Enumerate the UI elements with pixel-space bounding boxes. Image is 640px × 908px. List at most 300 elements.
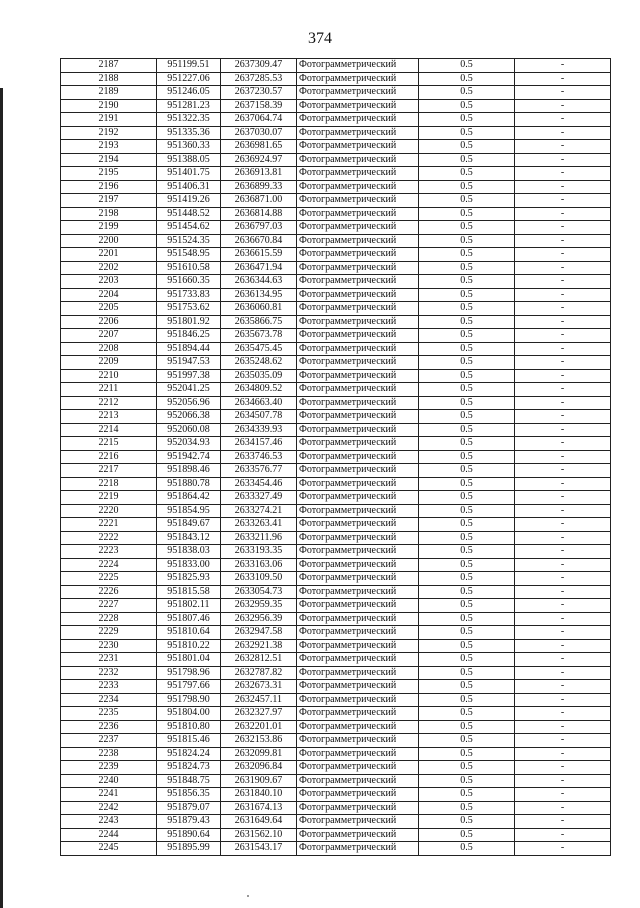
x-coordinate-cell: 951879.07 — [157, 801, 221, 815]
x-coordinate-cell: 951360.33 — [157, 140, 221, 154]
note-cell: - — [515, 342, 611, 356]
point-number-cell: 2228 — [61, 612, 157, 626]
table-row — [61, 234, 611, 248]
method-cell: Фотограмметрический — [297, 477, 419, 491]
method-cell: Фотограмметрический — [297, 275, 419, 289]
method-cell: Фотограмметрический — [297, 126, 419, 140]
method-cell: Фотограмметрический — [297, 801, 419, 815]
point-number-cell: 2238 — [61, 747, 157, 761]
x-coordinate-cell: 951810.80 — [157, 720, 221, 734]
method-cell: Фотограмметрический — [297, 261, 419, 275]
y-coordinate-cell: 2632327.97 — [221, 707, 297, 721]
y-coordinate-cell: 2631562.10 — [221, 828, 297, 842]
note-cell: - — [515, 572, 611, 586]
method-cell: Фотограмметрический — [297, 59, 419, 73]
x-coordinate-cell: 951894.44 — [157, 342, 221, 356]
point-number-cell: 2206 — [61, 315, 157, 329]
x-coordinate-cell: 951815.46 — [157, 734, 221, 748]
table-row — [61, 302, 611, 316]
accuracy-cell: 0.5 — [419, 585, 515, 599]
note-cell: - — [515, 126, 611, 140]
x-coordinate-cell: 951406.31 — [157, 180, 221, 194]
table-row — [61, 450, 611, 464]
table-row — [61, 437, 611, 451]
point-number-cell: 2232 — [61, 666, 157, 680]
note-cell: - — [515, 437, 611, 451]
note-cell: - — [515, 477, 611, 491]
point-number-cell: 2233 — [61, 680, 157, 694]
table-row — [61, 491, 611, 505]
method-cell: Фотограмметрический — [297, 302, 419, 316]
table-row — [61, 86, 611, 100]
y-coordinate-cell: 2631543.17 — [221, 842, 297, 856]
note-cell: - — [515, 801, 611, 815]
point-number-cell: 2226 — [61, 585, 157, 599]
note-cell: - — [515, 234, 611, 248]
method-cell: Фотограмметрический — [297, 342, 419, 356]
accuracy-cell: 0.5 — [419, 140, 515, 154]
accuracy-cell: 0.5 — [419, 113, 515, 127]
point-number-cell: 2235 — [61, 707, 157, 721]
y-coordinate-cell: 2635035.09 — [221, 369, 297, 383]
table-row — [61, 261, 611, 275]
x-coordinate-cell: 951660.35 — [157, 275, 221, 289]
x-coordinate-cell: 951890.64 — [157, 828, 221, 842]
table-row — [61, 774, 611, 788]
point-number-cell: 2192 — [61, 126, 157, 140]
point-number-cell: 2222 — [61, 531, 157, 545]
x-coordinate-cell: 951281.23 — [157, 99, 221, 113]
method-cell: Фотограмметрический — [297, 383, 419, 397]
y-coordinate-cell: 2632787.82 — [221, 666, 297, 680]
y-coordinate-cell: 2636981.65 — [221, 140, 297, 154]
accuracy-cell: 0.5 — [419, 815, 515, 829]
x-coordinate-cell: 951854.95 — [157, 504, 221, 518]
note-cell: - — [515, 194, 611, 208]
y-coordinate-cell: 2633109.50 — [221, 572, 297, 586]
x-coordinate-cell: 951810.64 — [157, 626, 221, 640]
table-row — [61, 720, 611, 734]
x-coordinate-cell: 951898.46 — [157, 464, 221, 478]
table-row — [61, 639, 611, 653]
note-cell: - — [515, 747, 611, 761]
table-row — [61, 248, 611, 262]
page-number: 374 — [308, 30, 332, 47]
method-cell: Фотограмметрический — [297, 828, 419, 842]
note-cell: - — [515, 693, 611, 707]
note-cell: - — [515, 315, 611, 329]
y-coordinate-cell: 2636899.33 — [221, 180, 297, 194]
accuracy-cell: 0.5 — [419, 383, 515, 397]
x-coordinate-cell: 952056.96 — [157, 396, 221, 410]
note-cell: - — [515, 842, 611, 856]
method-cell: Фотограмметрический — [297, 707, 419, 721]
table-row — [61, 693, 611, 707]
x-coordinate-cell: 951848.75 — [157, 774, 221, 788]
x-coordinate-cell: 951807.46 — [157, 612, 221, 626]
x-coordinate-cell: 951548.95 — [157, 248, 221, 262]
table-row — [61, 329, 611, 343]
x-coordinate-cell: 951227.06 — [157, 72, 221, 86]
table-row — [61, 545, 611, 559]
y-coordinate-cell: 2635475.45 — [221, 342, 297, 356]
y-coordinate-cell: 2633576.77 — [221, 464, 297, 478]
table-row — [61, 194, 611, 208]
point-number-cell: 2187 — [61, 59, 157, 73]
note-cell: - — [515, 356, 611, 370]
table-row — [61, 666, 611, 680]
point-number-cell: 2237 — [61, 734, 157, 748]
accuracy-cell: 0.5 — [419, 126, 515, 140]
point-number-cell: 2190 — [61, 99, 157, 113]
coordinates-table — [60, 58, 611, 856]
method-cell: Фотограмметрический — [297, 626, 419, 640]
method-cell: Фотограмметрический — [297, 99, 419, 113]
x-coordinate-cell: 951880.78 — [157, 477, 221, 491]
x-coordinate-cell: 951846.25 — [157, 329, 221, 343]
note-cell: - — [515, 329, 611, 343]
note-cell: - — [515, 153, 611, 167]
note-cell: - — [515, 815, 611, 829]
table-row — [61, 410, 611, 424]
table-row — [61, 612, 611, 626]
note-cell: - — [515, 680, 611, 694]
method-cell: Фотограмметрический — [297, 153, 419, 167]
point-number-cell: 2213 — [61, 410, 157, 424]
note-cell: - — [515, 59, 611, 73]
table-row — [61, 423, 611, 437]
y-coordinate-cell: 2632812.51 — [221, 653, 297, 667]
note-cell: - — [515, 369, 611, 383]
note-cell: - — [515, 707, 611, 721]
x-coordinate-cell: 951401.75 — [157, 167, 221, 181]
table-row — [61, 72, 611, 86]
x-coordinate-cell: 951753.62 — [157, 302, 221, 316]
note-cell: - — [515, 113, 611, 127]
x-coordinate-cell: 951798.96 — [157, 666, 221, 680]
method-cell: Фотограмметрический — [297, 747, 419, 761]
accuracy-cell: 0.5 — [419, 437, 515, 451]
method-cell: Фотограмметрический — [297, 666, 419, 680]
point-number-cell: 2216 — [61, 450, 157, 464]
y-coordinate-cell: 2637158.39 — [221, 99, 297, 113]
y-coordinate-cell: 2636913.81 — [221, 167, 297, 181]
point-number-cell: 2230 — [61, 639, 157, 653]
method-cell: Фотограмметрический — [297, 761, 419, 775]
point-number-cell: 2245 — [61, 842, 157, 856]
accuracy-cell: 0.5 — [419, 248, 515, 262]
accuracy-cell: 0.5 — [419, 639, 515, 653]
y-coordinate-cell: 2635248.62 — [221, 356, 297, 370]
y-coordinate-cell: 2633327.49 — [221, 491, 297, 505]
method-cell: Фотограмметрический — [297, 356, 419, 370]
method-cell: Фотограмметрический — [297, 788, 419, 802]
accuracy-cell: 0.5 — [419, 653, 515, 667]
y-coordinate-cell: 2636134.95 — [221, 288, 297, 302]
x-coordinate-cell: 951815.58 — [157, 585, 221, 599]
table-row — [61, 59, 611, 73]
method-cell: Фотограмметрический — [297, 558, 419, 572]
method-cell: Фотограмметрический — [297, 234, 419, 248]
table-row — [61, 531, 611, 545]
accuracy-cell: 0.5 — [419, 86, 515, 100]
y-coordinate-cell: 2637064.74 — [221, 113, 297, 127]
accuracy-cell: 0.5 — [419, 531, 515, 545]
y-coordinate-cell: 2631840.10 — [221, 788, 297, 802]
table-row — [61, 126, 611, 140]
accuracy-cell: 0.5 — [419, 72, 515, 86]
note-cell: - — [515, 275, 611, 289]
point-number-cell: 2200 — [61, 234, 157, 248]
x-coordinate-cell: 951804.00 — [157, 707, 221, 721]
note-cell: - — [515, 774, 611, 788]
table-row — [61, 761, 611, 775]
y-coordinate-cell: 2633746.53 — [221, 450, 297, 464]
accuracy-cell: 0.5 — [419, 396, 515, 410]
point-number-cell: 2231 — [61, 653, 157, 667]
method-cell: Фотограмметрический — [297, 194, 419, 208]
method-cell: Фотограмметрический — [297, 369, 419, 383]
x-coordinate-cell: 951454.62 — [157, 221, 221, 235]
x-coordinate-cell: 951947.53 — [157, 356, 221, 370]
y-coordinate-cell: 2631674.13 — [221, 801, 297, 815]
scan-speck — [247, 895, 249, 897]
y-coordinate-cell: 2637309.47 — [221, 59, 297, 73]
method-cell: Фотограмметрический — [297, 288, 419, 302]
accuracy-cell: 0.5 — [419, 410, 515, 424]
table-row — [61, 153, 611, 167]
method-cell: Фотограмметрический — [297, 693, 419, 707]
y-coordinate-cell: 2631649.64 — [221, 815, 297, 829]
accuracy-cell: 0.5 — [419, 788, 515, 802]
y-coordinate-cell: 2633193.35 — [221, 545, 297, 559]
x-coordinate-cell: 951797.66 — [157, 680, 221, 694]
y-coordinate-cell: 2635673.78 — [221, 329, 297, 343]
note-cell: - — [515, 761, 611, 775]
point-number-cell: 2240 — [61, 774, 157, 788]
note-cell: - — [515, 720, 611, 734]
method-cell: Фотограмметрический — [297, 396, 419, 410]
point-number-cell: 2201 — [61, 248, 157, 262]
table-row — [61, 207, 611, 221]
method-cell: Фотограмметрический — [297, 207, 419, 221]
accuracy-cell: 0.5 — [419, 734, 515, 748]
y-coordinate-cell: 2636060.81 — [221, 302, 297, 316]
y-coordinate-cell: 2634339.93 — [221, 423, 297, 437]
accuracy-cell: 0.5 — [419, 680, 515, 694]
table-row — [61, 140, 611, 154]
point-number-cell: 2219 — [61, 491, 157, 505]
accuracy-cell: 0.5 — [419, 423, 515, 437]
table-row — [61, 599, 611, 613]
point-number-cell: 2205 — [61, 302, 157, 316]
method-cell: Фотограмметрический — [297, 86, 419, 100]
note-cell: - — [515, 72, 611, 86]
method-cell: Фотограмметрический — [297, 545, 419, 559]
accuracy-cell: 0.5 — [419, 261, 515, 275]
x-coordinate-cell: 951610.58 — [157, 261, 221, 275]
note-cell: - — [515, 531, 611, 545]
point-number-cell: 2224 — [61, 558, 157, 572]
method-cell: Фотограмметрический — [297, 315, 419, 329]
point-number-cell: 2195 — [61, 167, 157, 181]
note-cell: - — [515, 612, 611, 626]
method-cell: Фотограмметрический — [297, 180, 419, 194]
accuracy-cell: 0.5 — [419, 275, 515, 289]
accuracy-cell: 0.5 — [419, 747, 515, 761]
point-number-cell: 2225 — [61, 572, 157, 586]
point-number-cell: 2212 — [61, 396, 157, 410]
method-cell: Фотограмметрический — [297, 450, 419, 464]
note-cell: - — [515, 626, 611, 640]
y-coordinate-cell: 2636670.84 — [221, 234, 297, 248]
note-cell: - — [515, 504, 611, 518]
table-row — [61, 653, 611, 667]
y-coordinate-cell: 2636615.59 — [221, 248, 297, 262]
point-number-cell: 2223 — [61, 545, 157, 559]
table-row — [61, 585, 611, 599]
point-number-cell: 2242 — [61, 801, 157, 815]
accuracy-cell: 0.5 — [419, 329, 515, 343]
table-row — [61, 477, 611, 491]
x-coordinate-cell: 951810.22 — [157, 639, 221, 653]
note-cell: - — [515, 288, 611, 302]
method-cell: Фотограмметрический — [297, 774, 419, 788]
method-cell: Фотограмметрический — [297, 842, 419, 856]
accuracy-cell: 0.5 — [419, 774, 515, 788]
x-coordinate-cell: 951864.42 — [157, 491, 221, 505]
point-number-cell: 2202 — [61, 261, 157, 275]
y-coordinate-cell: 2637030.07 — [221, 126, 297, 140]
accuracy-cell: 0.5 — [419, 504, 515, 518]
note-cell: - — [515, 653, 611, 667]
note-cell: - — [515, 140, 611, 154]
x-coordinate-cell: 952060.08 — [157, 423, 221, 437]
x-coordinate-cell: 951849.67 — [157, 518, 221, 532]
y-coordinate-cell: 2637285.53 — [221, 72, 297, 86]
y-coordinate-cell: 2633054.73 — [221, 585, 297, 599]
y-coordinate-cell: 2636871.00 — [221, 194, 297, 208]
y-coordinate-cell: 2632099.81 — [221, 747, 297, 761]
accuracy-cell: 0.5 — [419, 234, 515, 248]
accuracy-cell: 0.5 — [419, 99, 515, 113]
point-number-cell: 2208 — [61, 342, 157, 356]
y-coordinate-cell: 2634507.78 — [221, 410, 297, 424]
y-coordinate-cell: 2636797.03 — [221, 221, 297, 235]
x-coordinate-cell: 951879.43 — [157, 815, 221, 829]
y-coordinate-cell: 2634663.40 — [221, 396, 297, 410]
table-row — [61, 356, 611, 370]
table-row — [61, 464, 611, 478]
x-coordinate-cell: 951824.73 — [157, 761, 221, 775]
point-number-cell: 2198 — [61, 207, 157, 221]
y-coordinate-cell: 2636471.94 — [221, 261, 297, 275]
point-number-cell: 2227 — [61, 599, 157, 613]
x-coordinate-cell: 952034.93 — [157, 437, 221, 451]
accuracy-cell: 0.5 — [419, 221, 515, 235]
accuracy-cell: 0.5 — [419, 315, 515, 329]
accuracy-cell: 0.5 — [419, 572, 515, 586]
note-cell: - — [515, 828, 611, 842]
x-coordinate-cell: 952041.25 — [157, 383, 221, 397]
accuracy-cell: 0.5 — [419, 518, 515, 532]
x-coordinate-cell: 951856.35 — [157, 788, 221, 802]
note-cell: - — [515, 396, 611, 410]
x-coordinate-cell: 951824.24 — [157, 747, 221, 761]
point-number-cell: 2189 — [61, 86, 157, 100]
x-coordinate-cell: 951801.04 — [157, 653, 221, 667]
note-cell: - — [515, 410, 611, 424]
note-cell: - — [515, 180, 611, 194]
accuracy-cell: 0.5 — [419, 180, 515, 194]
accuracy-cell: 0.5 — [419, 153, 515, 167]
y-coordinate-cell: 2633163.06 — [221, 558, 297, 572]
table-row — [61, 396, 611, 410]
y-coordinate-cell: 2631909.67 — [221, 774, 297, 788]
y-coordinate-cell: 2635866.75 — [221, 315, 297, 329]
x-coordinate-cell: 951733.83 — [157, 288, 221, 302]
method-cell: Фотограмметрический — [297, 464, 419, 478]
accuracy-cell: 0.5 — [419, 626, 515, 640]
note-cell: - — [515, 788, 611, 802]
y-coordinate-cell: 2634809.52 — [221, 383, 297, 397]
accuracy-cell: 0.5 — [419, 194, 515, 208]
method-cell: Фотограмметрический — [297, 437, 419, 451]
accuracy-cell: 0.5 — [419, 207, 515, 221]
accuracy-cell: 0.5 — [419, 491, 515, 505]
point-number-cell: 2197 — [61, 194, 157, 208]
note-cell: - — [515, 99, 611, 113]
y-coordinate-cell: 2636344.63 — [221, 275, 297, 289]
note-cell: - — [515, 558, 611, 572]
y-coordinate-cell: 2637230.57 — [221, 86, 297, 100]
accuracy-cell: 0.5 — [419, 666, 515, 680]
table-row — [61, 315, 611, 329]
method-cell: Фотограмметрический — [297, 113, 419, 127]
x-coordinate-cell: 952066.38 — [157, 410, 221, 424]
accuracy-cell: 0.5 — [419, 828, 515, 842]
accuracy-cell: 0.5 — [419, 801, 515, 815]
method-cell: Фотограмметрический — [297, 599, 419, 613]
table-row — [61, 572, 611, 586]
accuracy-cell: 0.5 — [419, 369, 515, 383]
y-coordinate-cell: 2633263.41 — [221, 518, 297, 532]
table-row — [61, 518, 611, 532]
y-coordinate-cell: 2632947.58 — [221, 626, 297, 640]
point-number-cell: 2241 — [61, 788, 157, 802]
note-cell: - — [515, 423, 611, 437]
method-cell: Фотограмметрический — [297, 410, 419, 424]
x-coordinate-cell: 951942.74 — [157, 450, 221, 464]
point-number-cell: 2221 — [61, 518, 157, 532]
point-number-cell: 2209 — [61, 356, 157, 370]
y-coordinate-cell: 2633274.21 — [221, 504, 297, 518]
method-cell: Фотограмметрический — [297, 531, 419, 545]
point-number-cell: 2194 — [61, 153, 157, 167]
accuracy-cell: 0.5 — [419, 288, 515, 302]
x-coordinate-cell: 951895.99 — [157, 842, 221, 856]
accuracy-cell: 0.5 — [419, 612, 515, 626]
table-row — [61, 842, 611, 856]
point-number-cell: 2244 — [61, 828, 157, 842]
x-coordinate-cell: 951997.38 — [157, 369, 221, 383]
note-cell: - — [515, 221, 611, 235]
table-row — [61, 275, 611, 289]
note-cell: - — [515, 491, 611, 505]
x-coordinate-cell: 951825.93 — [157, 572, 221, 586]
point-number-cell: 2191 — [61, 113, 157, 127]
y-coordinate-cell: 2632959.35 — [221, 599, 297, 613]
